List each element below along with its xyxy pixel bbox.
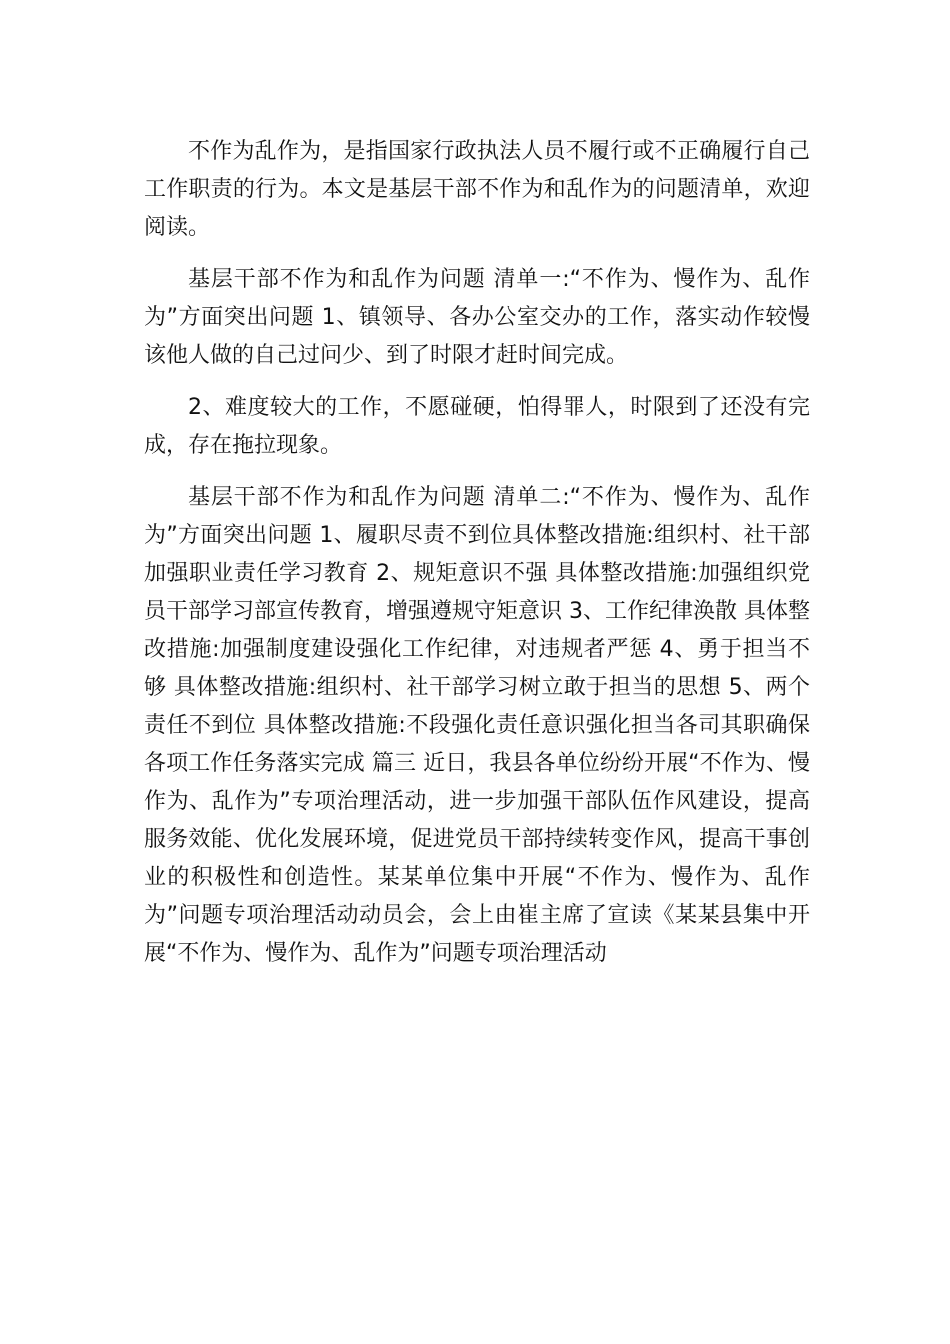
paragraph-intro: 不作为乱作为，是指国家行政执法人员不履行或不正确履行自己工作职责的行为。本文是基层干部不作为和乱作为的问题清单，欢迎阅读。	[144, 139, 810, 240]
paragraph-list-one-item-two: 2、难度较大的工作，不愿碰硬，怕得罪人，时限到了还没有完成，存在拖拉现象。	[144, 395, 810, 458]
paragraph-list-two: 基层干部不作为和乱作为问题 清单二:“不作为、慢作为、乱作为”方面突出问题 1、履职尽责不到位具体整改措施:组织村、社干部加强职业责任学习教育 2、规矩意识不强 具体整改措施:加强组织党员干部学习部宣传教育，增强遵规守矩意识 3、工作纪律涣散 具体整改措施:加强制度建设强化工作纪律，对违规者严惩 4、勇于担当不够 具体整改措施:组织村、社干部学习树立敢于担当的思想 5、两个责任不到位 具体整改措施:不段强化责任意识强化担当各司其职确保各项工作任务落实完成 篇三 近日，我县各单位纷纷开展“不作为、慢作为、乱作为”专项治理活动，进一步加强干部队伍作风建设，提高服务效能、优化发展环境，促进党员干部持续转变作风，提高干事创业的积极性和创造性。某某单位集中开展“不作为、慢作为、乱作为”问题专项治理活动动员会，会上由崔主席了宣读《某某县集中开展“不作为、慢作为、乱作为”问题专项治理活动	[144, 485, 810, 966]
paragraph-list-one: 基层干部不作为和乱作为问题 清单一:“不作为、慢作为、乱作为”方面突出问题 1、镇领导、各办公室交办的工作，落实动作较慢该他人做的自己过问少、到了时限才赶时间完成。	[144, 267, 810, 368]
document-body	[144, 133, 810, 987]
